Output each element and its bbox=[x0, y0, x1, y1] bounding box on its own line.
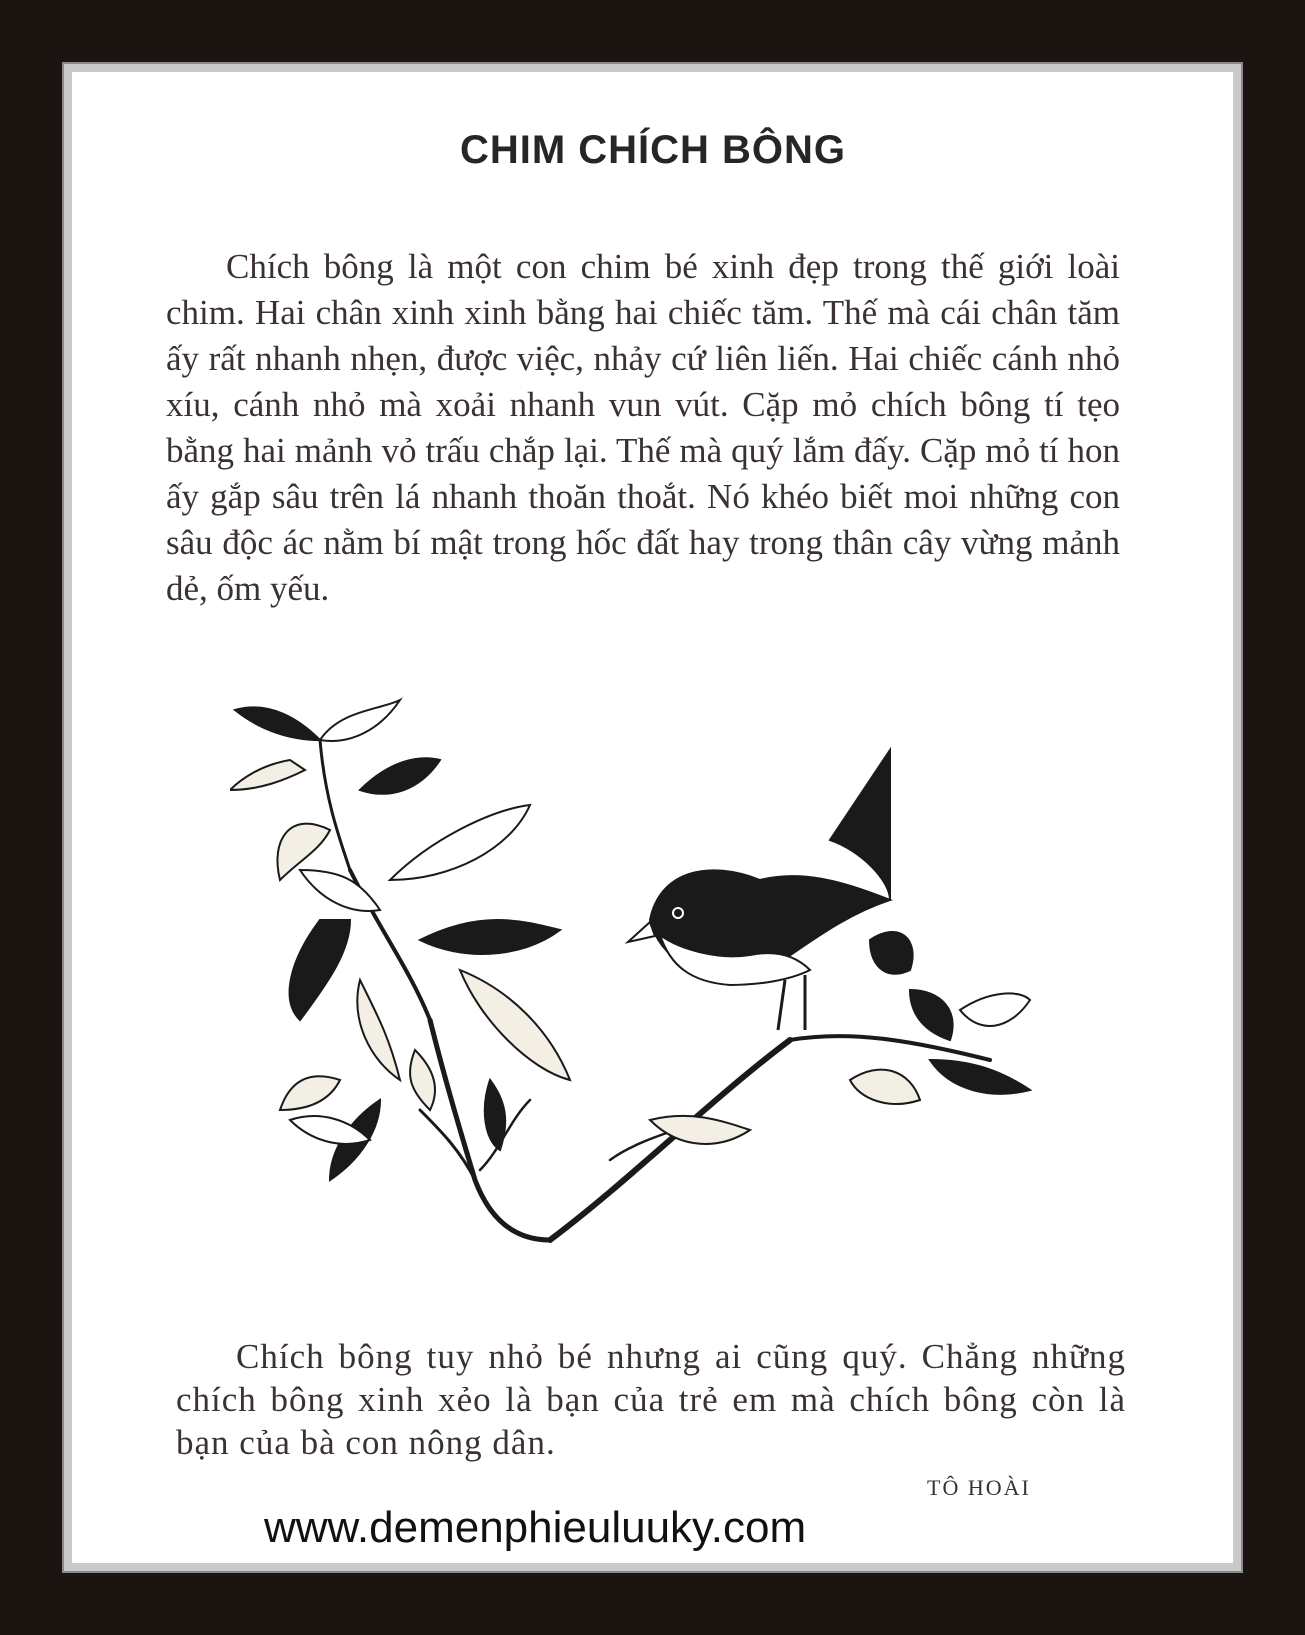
bird-on-branch-illustration bbox=[230, 680, 1090, 1300]
page-title: CHIM CHÍCH BÔNG bbox=[459, 128, 847, 172]
website-watermark: www.demenphieuluuky.com bbox=[264, 1503, 807, 1552]
story-paragraph-1: Chích bông là một con chim bé xinh đẹp trong thế giới loài chim. Hai chân xinh xinh bằng hai chiếc tăm. Thế mà cái chân tăm ấy rất nhanh nhẹn, được việc, nhảy cứ liên liến. Hai chiếc cánh nhỏ xíu, cánh nhỏ mà xoải nhanh vun vút. Cặp mỏ chích bông tí tẹo bằng hai mảnh vỏ trấu chắp lại. Thế mà quý lắm đấy. Cặp mỏ tí hon ấy gắp sâu trên lá nhanh thoăn thoắt. Nó khéo biết moi những con sâu độc ác nằm bí mật trong hốc đất hay trong thân cây vừng mảnh dẻ, ốm yếu. bbox=[166, 247, 1120, 608]
bird-drawing bbox=[628, 750, 890, 1030]
author-credit: TÔ HOÀI bbox=[927, 1475, 1031, 1500]
story-paragraph-2: Chích bông tuy nhỏ bé nhưng ai cũng quý. Chẳng những chích bông xinh xẻo là bạn của trẻ em mà chích bông còn là bạn của bà con nông dân. bbox=[176, 1337, 1126, 1462]
